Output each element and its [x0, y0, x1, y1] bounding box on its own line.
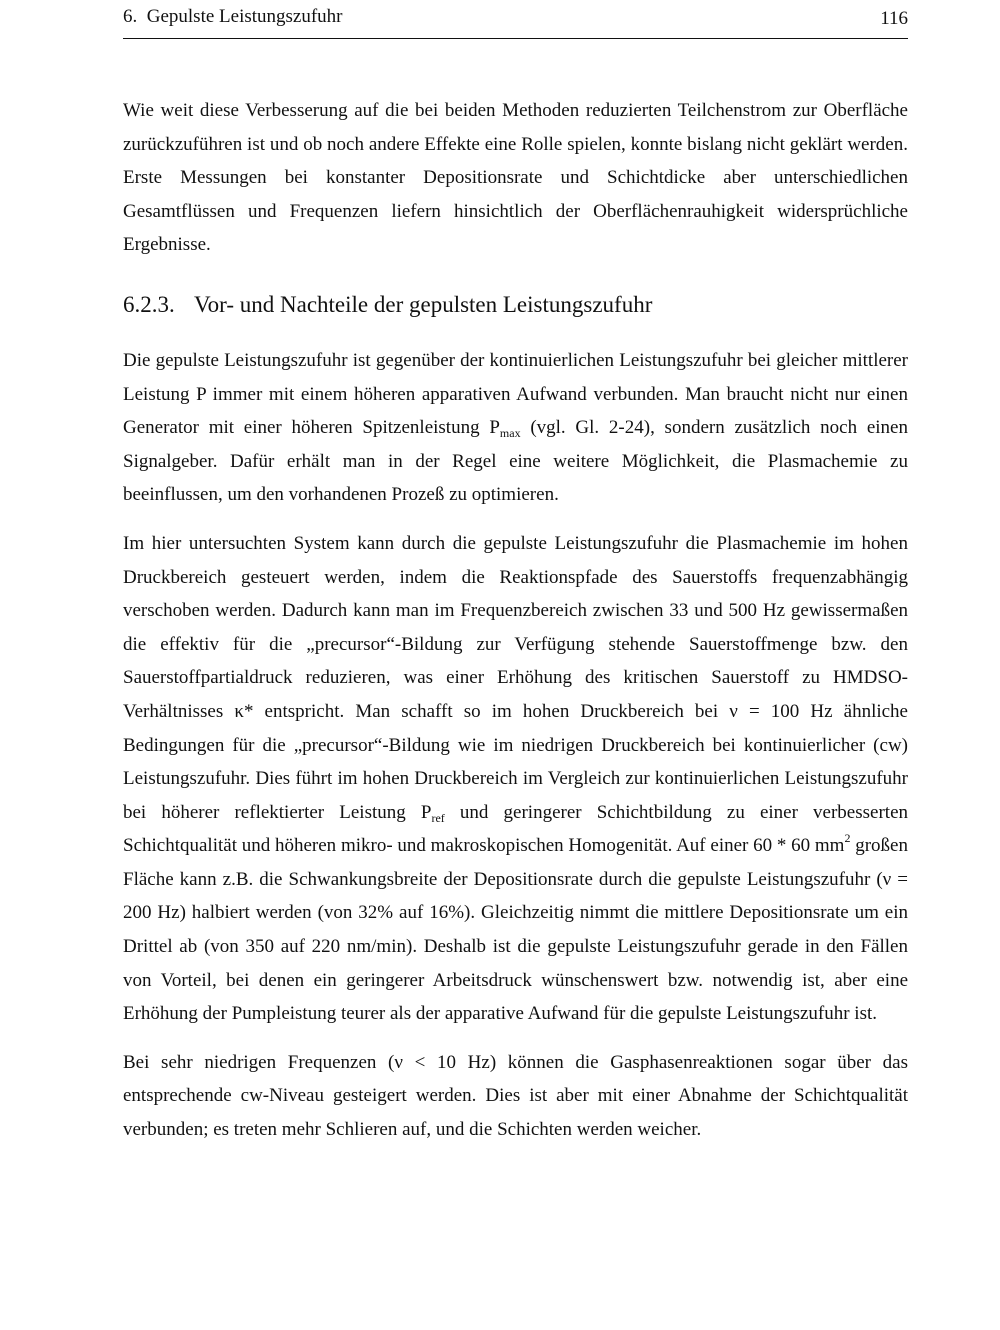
paragraph-3-text-a: Im hier untersuchten System kann durch die gepulste Leistungszufuhr die Plasmachemie im hohen Druckbereich gesteuert werden, indem die Reaktionspfade des Sauerstoffs frequenzabhängig verschoben werden. Dadurch kann man im Frequenzbereich zwischen 33 und 500 Hz gewissermaßen die effektiv für die „precursor“-Bildung zur Verfügung stehende Sauerstoffmenge bzw. den Sauerstoffpartialdruck reduzieren, was einer Erhöhung des kritischen Sauerstoff zu HMDSO-Verhältnisses κ* entspricht. Man schafft so im hohen Druckbereich bei ν = 100 Hz ähnliche Bedingungen für die „precursor“-Bildung wie im niedrigen Druckbereich bei kontinuierlicher (cw) Leistungszufuhr. Dies führt im hohen Druckbereich im Vergleich zur kontinuierlichen Leistungszufuhr bei höherer reflektierter Leistung P	[123, 532, 908, 823]
subscript-max: max	[499, 426, 521, 441]
page-body	[123, 94, 908, 1147]
paragraph-3-text-c: großen Fläche kann z.B. die Schwankungsbreite der Depositionsrate durch die gepulste Leistungszufuhr (ν = 200 Hz) halbiert werden (von 32% auf 16%). Gleichzeitig nimmt die mittlere Depositionsrate um ein Drittel ab (von 350 auf 220 nm/min). Deshalb ist die gepulste Leistungszufuhr gerade in den Fällen von Vorteil, bei denen ein geringerer Arbeitsdruck wünschenswert bzw. notwendig ist, aber eine Erhöhung der Pumpleistung teurer als der apparative Aufwand für die gepulste Leistungszufuhr ist.	[123, 835, 908, 1025]
paragraph-3	[123, 527, 908, 1031]
section-title: Vor- und Nachteile der gepulsten Leistungszufuhr	[194, 291, 653, 317]
superscript-2: 2	[844, 831, 851, 846]
paragraph-1: Wie weit diese Verbesserung auf die bei beiden Methoden reduzierten Teilchenstrom zur Oberfläche zurückzuführen ist und ob noch andere Effekte eine Rolle spielen, konnte bislang nicht geklärt werden. Erste Messungen bei konstanter Depositionsrate und Schichtdicke aber unterschiedlichen Gesamtflüssen und Frequenzen liefern hinsichtlich der Oberflächenrauhigkeit widersprüchliche Ergebnisse.	[123, 100, 908, 256]
page-number: 116	[880, 8, 908, 29]
running-head-chapter: 6. Gepulste Leistungszufuhr	[123, 6, 343, 27]
page-header	[123, 2, 908, 39]
paragraph-2-text-a: Die gepulste Leistungszufuhr ist gegenüber der kontinuierlichen Leistungszufuhr bei gleicher mittlerer Leistung P immer mit einem höheren apparativen Aufwand verbunden. Man braucht nicht nur einen Generator mit einer höheren Spitzenleistung P	[123, 349, 908, 439]
paragraph-2-text-b: (vgl. Gl. 2-24), sondern zusätzlich noch einen Signalgeber. Dafür erhält man in der Regel eine weitere Möglichkeit, die Plasmachemie zu beeinflussen, um den vorhandenen Prozeß zu optimieren.	[123, 417, 908, 506]
paragraph-4: Bei sehr niedrigen Frequenzen (ν < 10 Hz) können die Gasphasenreaktionen sogar über das entsprechende cw-Niveau gesteigert werden. Dies ist aber mit einer Abnahme der Schichtqualität verbunden; es treten mehr Schlieren auf, und die Schichten werden weicher.	[123, 1051, 908, 1141]
paragraph-3-text-b: und geringerer Schichtbildung zu einer verbesserten Schichtqualität und höheren mikro- und makroskopischen Homogenität. Auf einer 60 * 60 mm	[123, 801, 908, 857]
paragraph-2	[123, 344, 908, 512]
section-number: 6.2.3.	[123, 291, 175, 317]
subscript-ref: ref	[431, 810, 445, 825]
section-heading	[123, 290, 908, 320]
